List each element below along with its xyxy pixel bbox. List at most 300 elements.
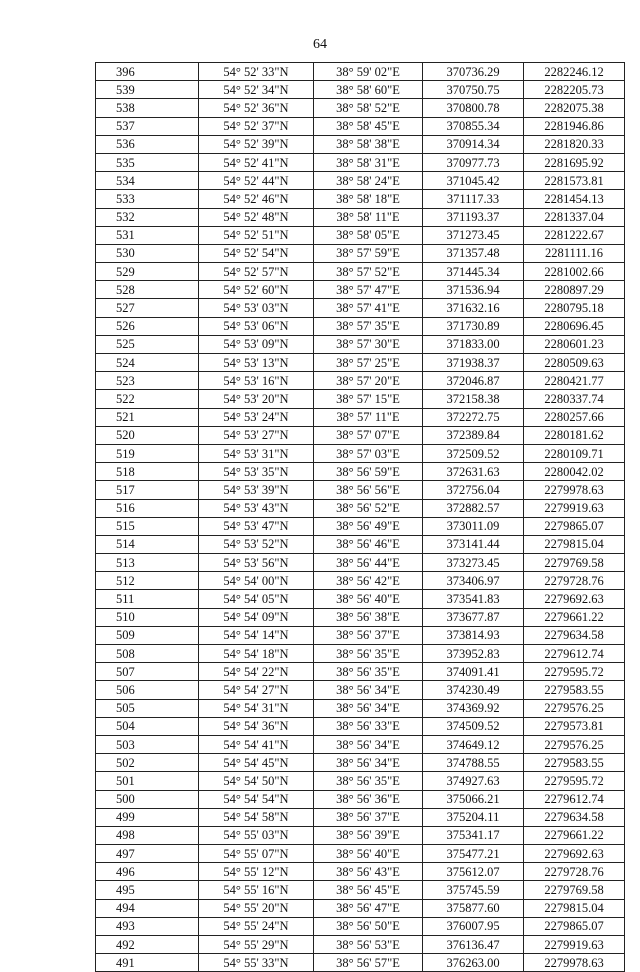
longitude-cell: 38° 56' 57"E: [314, 954, 423, 972]
point-number-cell: 492: [96, 936, 199, 954]
point-number-cell: 502: [96, 754, 199, 772]
table-row: [96, 754, 625, 772]
longitude-cell: 38° 57' 15"E: [314, 390, 423, 408]
latitude-cell: 54° 54' 45"N: [199, 754, 314, 772]
x-coordinate-cell: 372631.63: [423, 463, 524, 481]
x-coordinate-cell: 372272.75: [423, 408, 524, 426]
point-number-cell: 516: [96, 499, 199, 517]
point-number-cell: 503: [96, 735, 199, 753]
x-coordinate-cell: 370914.34: [423, 135, 524, 153]
point-number-cell: 535: [96, 153, 199, 171]
point-number-cell: 500: [96, 790, 199, 808]
y-coordinate-cell: 2279583.55: [524, 681, 625, 699]
longitude-cell: 38° 58' 45"E: [314, 117, 423, 135]
x-coordinate-cell: 372158.38: [423, 390, 524, 408]
point-number-cell: 507: [96, 663, 199, 681]
x-coordinate-cell: 375204.11: [423, 808, 524, 826]
x-coordinate-cell: 376263.00: [423, 954, 524, 972]
latitude-cell: 54° 53' 13"N: [199, 354, 314, 372]
latitude-cell: 54° 53' 09"N: [199, 335, 314, 353]
longitude-cell: 38° 56' 49"E: [314, 517, 423, 535]
point-number-cell: 496: [96, 863, 199, 881]
longitude-cell: 38° 57' 30"E: [314, 335, 423, 353]
table-row: [96, 372, 625, 390]
longitude-cell: 38° 58' 38"E: [314, 135, 423, 153]
point-number-cell: 518: [96, 463, 199, 481]
table-row: [96, 517, 625, 535]
latitude-cell: 54° 53' 31"N: [199, 444, 314, 462]
longitude-cell: 38° 56' 52"E: [314, 499, 423, 517]
latitude-cell: 54° 55' 20"N: [199, 899, 314, 917]
table-row: [96, 735, 625, 753]
y-coordinate-cell: 2280181.62: [524, 426, 625, 444]
point-number-cell: 491: [96, 954, 199, 972]
y-coordinate-cell: 2279692.63: [524, 590, 625, 608]
latitude-cell: 54° 54' 41"N: [199, 735, 314, 753]
y-coordinate-cell: 2279978.63: [524, 481, 625, 499]
y-coordinate-cell: 2279576.25: [524, 735, 625, 753]
longitude-cell: 38° 56' 45"E: [314, 881, 423, 899]
longitude-cell: 38° 56' 34"E: [314, 681, 423, 699]
point-number-cell: 526: [96, 317, 199, 335]
x-coordinate-cell: 373541.83: [423, 590, 524, 608]
y-coordinate-cell: 2280897.29: [524, 281, 625, 299]
x-coordinate-cell: 371833.00: [423, 335, 524, 353]
table-row: [96, 408, 625, 426]
latitude-cell: 54° 53' 06"N: [199, 317, 314, 335]
x-coordinate-cell: 374369.92: [423, 699, 524, 717]
table-row: [96, 299, 625, 317]
longitude-cell: 38° 57' 03"E: [314, 444, 423, 462]
point-number-cell: 524: [96, 354, 199, 372]
point-number-cell: 501: [96, 772, 199, 790]
latitude-cell: 54° 53' 16"N: [199, 372, 314, 390]
coordinates-table-body: [96, 63, 625, 972]
point-number-cell: 521: [96, 408, 199, 426]
x-coordinate-cell: 375341.17: [423, 826, 524, 844]
latitude-cell: 54° 53' 47"N: [199, 517, 314, 535]
latitude-cell: 54° 52' 41"N: [199, 153, 314, 171]
y-coordinate-cell: 2279576.25: [524, 699, 625, 717]
y-coordinate-cell: 2281222.67: [524, 226, 625, 244]
table-row: [96, 772, 625, 790]
longitude-cell: 38° 56' 39"E: [314, 826, 423, 844]
longitude-cell: 38° 57' 07"E: [314, 426, 423, 444]
y-coordinate-cell: 2281337.04: [524, 208, 625, 226]
y-coordinate-cell: 2282246.12: [524, 63, 625, 81]
x-coordinate-cell: 374509.52: [423, 717, 524, 735]
longitude-cell: 38° 56' 35"E: [314, 663, 423, 681]
table-row: [96, 317, 625, 335]
latitude-cell: 54° 52' 37"N: [199, 117, 314, 135]
latitude-cell: 54° 55' 24"N: [199, 917, 314, 935]
longitude-cell: 38° 56' 42"E: [314, 572, 423, 590]
latitude-cell: 54° 54' 22"N: [199, 663, 314, 681]
point-number-cell: 517: [96, 481, 199, 499]
coordinates-table: [95, 62, 625, 972]
y-coordinate-cell: 2279978.63: [524, 954, 625, 972]
latitude-cell: 54° 52' 39"N: [199, 135, 314, 153]
table-row: [96, 845, 625, 863]
longitude-cell: 38° 56' 50"E: [314, 917, 423, 935]
table-row: [96, 899, 625, 917]
y-coordinate-cell: 2282205.73: [524, 81, 625, 99]
point-number-cell: 528: [96, 281, 199, 299]
point-number-cell: 512: [96, 572, 199, 590]
page-number: 64: [313, 37, 327, 52]
x-coordinate-cell: 370736.29: [423, 63, 524, 81]
y-coordinate-cell: 2279919.63: [524, 936, 625, 954]
table-row: [96, 172, 625, 190]
longitude-cell: 38° 56' 43"E: [314, 863, 423, 881]
table-row: [96, 117, 625, 135]
latitude-cell: 54° 52' 54"N: [199, 244, 314, 262]
x-coordinate-cell: 376136.47: [423, 936, 524, 954]
latitude-cell: 54° 54' 05"N: [199, 590, 314, 608]
longitude-cell: 38° 57' 20"E: [314, 372, 423, 390]
y-coordinate-cell: 2281454.13: [524, 190, 625, 208]
longitude-cell: 38° 56' 34"E: [314, 699, 423, 717]
point-number-cell: 497: [96, 845, 199, 863]
y-coordinate-cell: 2279815.04: [524, 899, 625, 917]
table-row: [96, 572, 625, 590]
y-coordinate-cell: 2279661.22: [524, 826, 625, 844]
y-coordinate-cell: 2280337.74: [524, 390, 625, 408]
longitude-cell: 38° 58' 52"E: [314, 99, 423, 117]
latitude-cell: 54° 53' 03"N: [199, 299, 314, 317]
longitude-cell: 38° 57' 35"E: [314, 317, 423, 335]
table-row: [96, 717, 625, 735]
y-coordinate-cell: 2280257.66: [524, 408, 625, 426]
y-coordinate-cell: 2281820.33: [524, 135, 625, 153]
table-row: [96, 645, 625, 663]
x-coordinate-cell: 374927.63: [423, 772, 524, 790]
point-number-cell: 537: [96, 117, 199, 135]
x-coordinate-cell: 372882.57: [423, 499, 524, 517]
table-row: [96, 263, 625, 281]
x-coordinate-cell: 371045.42: [423, 172, 524, 190]
point-number-cell: 531: [96, 226, 199, 244]
x-coordinate-cell: 370977.73: [423, 153, 524, 171]
point-number-cell: 494: [96, 899, 199, 917]
x-coordinate-cell: 373952.83: [423, 645, 524, 663]
x-coordinate-cell: 374091.41: [423, 663, 524, 681]
y-coordinate-cell: 2280795.18: [524, 299, 625, 317]
x-coordinate-cell: 375877.60: [423, 899, 524, 917]
y-coordinate-cell: 2279573.81: [524, 717, 625, 735]
x-coordinate-cell: 373141.44: [423, 535, 524, 553]
x-coordinate-cell: 373406.97: [423, 572, 524, 590]
x-coordinate-cell: 373814.93: [423, 626, 524, 644]
y-coordinate-cell: 2281946.86: [524, 117, 625, 135]
table-row: [96, 590, 625, 608]
longitude-cell: 38° 56' 59"E: [314, 463, 423, 481]
latitude-cell: 54° 54' 36"N: [199, 717, 314, 735]
table-row: [96, 863, 625, 881]
x-coordinate-cell: 371938.37: [423, 354, 524, 372]
x-coordinate-cell: 371193.37: [423, 208, 524, 226]
table-row: [96, 335, 625, 353]
table-row: [96, 608, 625, 626]
table-row: [96, 626, 625, 644]
table-row: [96, 244, 625, 262]
longitude-cell: 38° 56' 35"E: [314, 772, 423, 790]
table-row: [96, 354, 625, 372]
longitude-cell: 38° 56' 40"E: [314, 590, 423, 608]
y-coordinate-cell: 2280601.23: [524, 335, 625, 353]
x-coordinate-cell: 372756.04: [423, 481, 524, 499]
point-number-cell: 513: [96, 554, 199, 572]
point-number-cell: 495: [96, 881, 199, 899]
point-number-cell: 508: [96, 645, 199, 663]
latitude-cell: 54° 54' 27"N: [199, 681, 314, 699]
point-number-cell: 396: [96, 63, 199, 81]
table-row: [96, 463, 625, 481]
latitude-cell: 54° 54' 31"N: [199, 699, 314, 717]
y-coordinate-cell: 2279919.63: [524, 499, 625, 517]
longitude-cell: 38° 57' 47"E: [314, 281, 423, 299]
longitude-cell: 38° 58' 31"E: [314, 153, 423, 171]
x-coordinate-cell: 371357.48: [423, 244, 524, 262]
point-number-cell: 520: [96, 426, 199, 444]
latitude-cell: 54° 53' 35"N: [199, 463, 314, 481]
latitude-cell: 54° 53' 52"N: [199, 535, 314, 553]
longitude-cell: 38° 57' 52"E: [314, 263, 423, 281]
point-number-cell: 504: [96, 717, 199, 735]
longitude-cell: 38° 57' 41"E: [314, 299, 423, 317]
y-coordinate-cell: 2280109.71: [524, 444, 625, 462]
y-coordinate-cell: 2279595.72: [524, 663, 625, 681]
longitude-cell: 38° 56' 47"E: [314, 899, 423, 917]
y-coordinate-cell: 2279661.22: [524, 608, 625, 626]
point-number-cell: 499: [96, 808, 199, 826]
table-row: [96, 390, 625, 408]
x-coordinate-cell: 372509.52: [423, 444, 524, 462]
latitude-cell: 54° 54' 18"N: [199, 645, 314, 663]
y-coordinate-cell: 2279612.74: [524, 645, 625, 663]
x-coordinate-cell: 373273.45: [423, 554, 524, 572]
latitude-cell: 54° 52' 51"N: [199, 226, 314, 244]
y-coordinate-cell: 2282075.38: [524, 99, 625, 117]
longitude-cell: 38° 56' 35"E: [314, 645, 423, 663]
latitude-cell: 54° 53' 39"N: [199, 481, 314, 499]
x-coordinate-cell: 376007.95: [423, 917, 524, 935]
point-number-cell: 519: [96, 444, 199, 462]
longitude-cell: 38° 56' 56"E: [314, 481, 423, 499]
point-number-cell: 510: [96, 608, 199, 626]
table-row: [96, 790, 625, 808]
latitude-cell: 54° 55' 12"N: [199, 863, 314, 881]
y-coordinate-cell: 2280696.45: [524, 317, 625, 335]
table-row: [96, 63, 625, 81]
latitude-cell: 54° 52' 36"N: [199, 99, 314, 117]
y-coordinate-cell: 2281002.66: [524, 263, 625, 281]
table-row: [96, 444, 625, 462]
table-row: [96, 208, 625, 226]
x-coordinate-cell: 371445.34: [423, 263, 524, 281]
longitude-cell: 38° 57' 11"E: [314, 408, 423, 426]
table-row: [96, 699, 625, 717]
latitude-cell: 54° 53' 27"N: [199, 426, 314, 444]
y-coordinate-cell: 2279769.58: [524, 881, 625, 899]
point-number-cell: 533: [96, 190, 199, 208]
point-number-cell: 505: [96, 699, 199, 717]
point-number-cell: 514: [96, 535, 199, 553]
longitude-cell: 38° 58' 24"E: [314, 172, 423, 190]
x-coordinate-cell: 372389.84: [423, 426, 524, 444]
point-number-cell: 515: [96, 517, 199, 535]
y-coordinate-cell: 2279815.04: [524, 535, 625, 553]
table-row: [96, 426, 625, 444]
latitude-cell: 54° 53' 56"N: [199, 554, 314, 572]
x-coordinate-cell: 371536.94: [423, 281, 524, 299]
y-coordinate-cell: 2279728.76: [524, 572, 625, 590]
latitude-cell: 54° 52' 34"N: [199, 81, 314, 99]
point-number-cell: 498: [96, 826, 199, 844]
y-coordinate-cell: 2279692.63: [524, 845, 625, 863]
longitude-cell: 38° 58' 11"E: [314, 208, 423, 226]
point-number-cell: 527: [96, 299, 199, 317]
point-number-cell: 538: [96, 99, 199, 117]
x-coordinate-cell: 373677.87: [423, 608, 524, 626]
point-number-cell: 493: [96, 917, 199, 935]
table-row: [96, 808, 625, 826]
longitude-cell: 38° 57' 25"E: [314, 354, 423, 372]
table-row: [96, 81, 625, 99]
table-row: [96, 554, 625, 572]
longitude-cell: 38° 56' 44"E: [314, 554, 423, 572]
y-coordinate-cell: 2280509.63: [524, 354, 625, 372]
point-number-cell: 530: [96, 244, 199, 262]
x-coordinate-cell: 374230.49: [423, 681, 524, 699]
y-coordinate-cell: 2279769.58: [524, 554, 625, 572]
x-coordinate-cell: 370750.75: [423, 81, 524, 99]
x-coordinate-cell: 374649.12: [423, 735, 524, 753]
table-row: [96, 681, 625, 699]
y-coordinate-cell: 2279728.76: [524, 863, 625, 881]
latitude-cell: 54° 52' 33"N: [199, 63, 314, 81]
x-coordinate-cell: 374788.55: [423, 754, 524, 772]
y-coordinate-cell: 2279612.74: [524, 790, 625, 808]
table-row: [96, 535, 625, 553]
y-coordinate-cell: 2280421.77: [524, 372, 625, 390]
y-coordinate-cell: 2281695.92: [524, 153, 625, 171]
latitude-cell: 54° 55' 16"N: [199, 881, 314, 899]
longitude-cell: 38° 56' 53"E: [314, 936, 423, 954]
table-row: [96, 153, 625, 171]
longitude-cell: 38° 56' 36"E: [314, 790, 423, 808]
longitude-cell: 38° 56' 34"E: [314, 754, 423, 772]
y-coordinate-cell: 2281111.16: [524, 244, 625, 262]
latitude-cell: 54° 55' 29"N: [199, 936, 314, 954]
longitude-cell: 38° 58' 60"E: [314, 81, 423, 99]
x-coordinate-cell: 373011.09: [423, 517, 524, 535]
y-coordinate-cell: 2281573.81: [524, 172, 625, 190]
longitude-cell: 38° 56' 46"E: [314, 535, 423, 553]
y-coordinate-cell: 2279595.72: [524, 772, 625, 790]
longitude-cell: 38° 56' 37"E: [314, 808, 423, 826]
longitude-cell: 38° 56' 34"E: [314, 735, 423, 753]
point-number-cell: 529: [96, 263, 199, 281]
table-row: [96, 917, 625, 935]
table-row: [96, 481, 625, 499]
y-coordinate-cell: 2279583.55: [524, 754, 625, 772]
latitude-cell: 54° 52' 44"N: [199, 172, 314, 190]
x-coordinate-cell: 375066.21: [423, 790, 524, 808]
point-number-cell: 511: [96, 590, 199, 608]
longitude-cell: 38° 59' 02"E: [314, 63, 423, 81]
x-coordinate-cell: 375477.21: [423, 845, 524, 863]
longitude-cell: 38° 56' 33"E: [314, 717, 423, 735]
longitude-cell: 38° 56' 37"E: [314, 626, 423, 644]
latitude-cell: 54° 55' 33"N: [199, 954, 314, 972]
latitude-cell: 54° 53' 24"N: [199, 408, 314, 426]
x-coordinate-cell: 370800.78: [423, 99, 524, 117]
point-number-cell: 525: [96, 335, 199, 353]
point-number-cell: 523: [96, 372, 199, 390]
table-row: [96, 499, 625, 517]
latitude-cell: 54° 54' 14"N: [199, 626, 314, 644]
table-row: [96, 226, 625, 244]
latitude-cell: 54° 52' 60"N: [199, 281, 314, 299]
x-coordinate-cell: 375612.07: [423, 863, 524, 881]
y-coordinate-cell: 2279865.07: [524, 517, 625, 535]
table-row: [96, 954, 625, 972]
table-row: [96, 281, 625, 299]
longitude-cell: 38° 58' 18"E: [314, 190, 423, 208]
latitude-cell: 54° 53' 20"N: [199, 390, 314, 408]
table-row: [96, 663, 625, 681]
x-coordinate-cell: 375745.59: [423, 881, 524, 899]
table-row: [96, 190, 625, 208]
latitude-cell: 54° 55' 07"N: [199, 845, 314, 863]
point-number-cell: 536: [96, 135, 199, 153]
longitude-cell: 38° 56' 40"E: [314, 845, 423, 863]
point-number-cell: 539: [96, 81, 199, 99]
latitude-cell: 54° 53' 43"N: [199, 499, 314, 517]
y-coordinate-cell: 2279865.07: [524, 917, 625, 935]
longitude-cell: 38° 57' 59"E: [314, 244, 423, 262]
point-number-cell: 509: [96, 626, 199, 644]
y-coordinate-cell: 2279634.58: [524, 808, 625, 826]
latitude-cell: 54° 54' 09"N: [199, 608, 314, 626]
x-coordinate-cell: 370855.34: [423, 117, 524, 135]
y-coordinate-cell: 2279634.58: [524, 626, 625, 644]
latitude-cell: 54° 52' 57"N: [199, 263, 314, 281]
point-number-cell: 532: [96, 208, 199, 226]
longitude-cell: 38° 58' 05"E: [314, 226, 423, 244]
table-row: [96, 881, 625, 899]
x-coordinate-cell: 371117.33: [423, 190, 524, 208]
latitude-cell: 54° 52' 46"N: [199, 190, 314, 208]
latitude-cell: 54° 52' 48"N: [199, 208, 314, 226]
table-row: [96, 826, 625, 844]
x-coordinate-cell: 372046.87: [423, 372, 524, 390]
x-coordinate-cell: 371632.16: [423, 299, 524, 317]
point-number-cell: 506: [96, 681, 199, 699]
table-row: [96, 135, 625, 153]
latitude-cell: 54° 54' 50"N: [199, 772, 314, 790]
latitude-cell: 54° 54' 54"N: [199, 790, 314, 808]
x-coordinate-cell: 371730.89: [423, 317, 524, 335]
table-row: [96, 936, 625, 954]
table-row: [96, 99, 625, 117]
latitude-cell: 54° 54' 58"N: [199, 808, 314, 826]
point-number-cell: 534: [96, 172, 199, 190]
latitude-cell: 54° 54' 00"N: [199, 572, 314, 590]
latitude-cell: 54° 55' 03"N: [199, 826, 314, 844]
longitude-cell: 38° 56' 38"E: [314, 608, 423, 626]
